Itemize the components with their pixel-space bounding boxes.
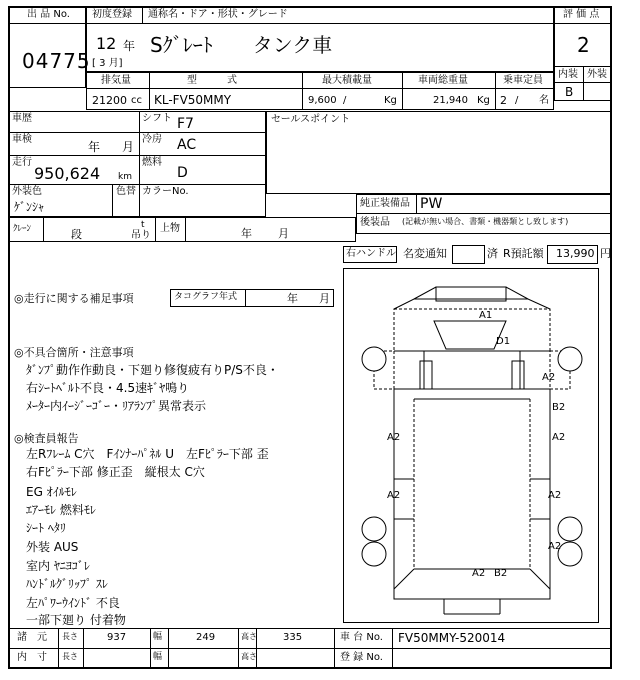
tachograph-month-unit: 月 [319,292,330,305]
fuel-value: D [177,165,188,181]
inspector-line: 室内 ﾔﾆﾖｺﾞﾚ [26,559,90,573]
damage-mark: A2 [542,372,556,383]
crane-hoist-unit: 吊り [131,230,151,241]
damage-mark: A2 [548,541,562,552]
width-label: 幅 [153,632,163,642]
gross-weight-value: 21,940 [433,95,468,106]
inspector-line: EG ｵｲﾙﾓﾚ [26,485,77,499]
mileage-value: 950,624 [34,164,101,183]
wheel-rear-right-1 [558,517,582,541]
body-year-unit: 年 [241,227,252,240]
first-reg-year: 12 [96,34,117,53]
gross-weight-unit: Kg [477,95,490,106]
chassis-no: FV50MMY-520014 [398,631,506,645]
height-label: 高さ [241,632,257,641]
wheel-front-left [362,347,386,371]
dims-label: 諸 元 [17,632,47,643]
name-label: 通称名・ドア・形状・グレード [148,9,288,20]
width-value: 249 [196,632,216,643]
color-label: 外装色 [12,186,42,197]
damage-mark: B2 [494,568,508,579]
exterior-grade-label: 外装 [587,69,607,80]
max-load-value: 9,600 [308,95,337,106]
defect-line: ﾒｰﾀｰ内ｲｰｼﾞｰｺﾞｰ・ﾘｱﾗﾝﾌﾟ異常表示 [26,399,207,413]
tachograph-year-unit: 年 [287,292,298,305]
recycle-prefix: 済 [487,247,498,260]
max-load-unit: Kg [384,95,397,106]
crane-t-unit: t [141,220,145,230]
model-code: KL-FV50MMY [154,93,232,107]
std-equipment-value: PW [420,196,443,212]
damage-mark: A1 [479,310,493,321]
shift-value: F7 [177,116,194,132]
score-label: 評 価 点 [563,9,600,20]
history-label: 車歴 [12,113,32,124]
score-value: 2 [577,33,590,57]
model-code-label: 型 式 [187,75,237,86]
color-change-label: 色替 [116,186,136,197]
damage-diagram [343,268,599,623]
mileage-unit: km [118,172,132,182]
capacity-slash: / [515,95,519,106]
damage-mark: B2 [552,402,566,413]
first-reg-label: 初度登録 [92,9,132,20]
recycle-amount: 13,990 [556,247,595,260]
length-label: 長さ [62,632,78,641]
inspector-line: 左ﾊﾟﾜｰｳｲﾝﾄﾞ 不良 [26,596,120,610]
inspector-header: ◎検査員報告 [14,432,79,445]
aircon-label: 冷房 [142,134,162,145]
inspector-line: 一部下廻り 付着物 [26,613,126,627]
length-value: 937 [107,632,127,643]
inspector-line: 左Rﾌﾚｰﾑ C穴 Fｲﾝﾅｰﾊﾟﾈﾙ U 左Fﾋﾟﾗｰ下部 歪 [26,447,269,461]
wheel-rear-right-2 [558,542,582,566]
capacity-value: 2 [500,94,507,107]
displacement-value: 21200 [92,94,127,107]
displacement-unit: cc [131,95,142,106]
aircon-value: AC [177,137,197,153]
first-reg-year-unit: 年 [123,39,136,53]
height-value: 335 [283,632,303,643]
in-width-label: 幅 [153,652,163,662]
aftermarket-label: 後装品 [360,217,390,228]
rhd-label: 右ハンドル [346,248,396,259]
name-change-label: 名変通知 [403,247,447,260]
tachograph-label: タコグラフ年式 [174,292,238,302]
capacity-unit: 名 [539,95,549,106]
inspection-month-unit: 月 [122,140,135,154]
inspector-line: ｴｱｰﾓﾚ 燃料ﾓﾚ [26,503,96,517]
in-height-label: 高さ [241,652,257,661]
in-length-label: 長さ [62,652,78,661]
inspector-line: ﾊﾝﾄﾞﾙｸﾞﾘｯﾌﾟ ｽﾚ [26,577,108,591]
model-name: Sｸﾞﾚｰﾄ タンク車 [150,33,333,57]
max-load-slash: / [343,95,347,106]
gross-weight-label: 車両総重量 [418,75,468,86]
interior-grade-label: 内装 [558,69,578,80]
first-reg-month: [ 3 月] [92,58,123,69]
capacity-label: 乗車定員 [503,75,543,86]
inspector-line: ｼｰﾄ ﾍﾀﾘ [26,521,66,535]
shift-label: シフト [142,113,172,124]
inspector-line: 外装 AUS [26,540,79,554]
defects-header: ◎不具合箇所・注意事項 [14,346,134,359]
defect-line: 右ｼｰﾄﾍﾞﾙﾄ不良・4.5速ｷﾞﾔ鳴り [26,381,190,395]
std-equipment-label: 純正装備品 [360,198,410,209]
fuel-label: 燃料 [142,157,162,168]
defect-line: ﾀﾞﾝﾌﾟ動作作動良・下廻り修復疲有りP/S不良・ [26,363,279,377]
body-label: 上物 [160,223,180,234]
interior-dims-label: 内 寸 [17,652,47,663]
damage-mark: A2 [387,432,401,443]
lot-number: 04775 [22,49,91,73]
displacement-label: 排気量 [101,75,131,86]
color-value: ｹﾞﾝｼｬ [14,200,45,214]
inspection-label: 車検 [12,134,32,145]
interior-grade: B [565,85,574,99]
name-change-box [452,245,485,264]
damage-mark: A2 [552,432,566,443]
damage-mark: A2 [387,490,401,501]
wheel-rear-left-2 [362,542,386,566]
body-month-unit: 月 [278,227,289,240]
wheel-front-right [558,347,582,371]
lot-label: 出 品 No. [27,9,70,20]
damage-mark: A2 [472,568,486,579]
color-code-label: カラーNo. [142,186,189,197]
aftermarket-note: (記載が無い場合、書類・機器類とし致します) [402,217,569,226]
wheel-rear-left-1 [362,517,386,541]
inspection-year-unit: 年 [88,140,101,154]
driving-notes-header: ◎走行に関する補足事項 [14,292,134,305]
recycle-label: R預託額 [503,247,544,260]
reg-no-label: 登 録 No. [340,652,383,663]
recycle-unit: 円 [600,247,611,260]
chassis-label: 車 台 No. [340,632,383,643]
crane-label: ｸﾚｰﾝ [13,224,32,234]
crane-stage-unit: 段 [71,228,82,241]
inspector-line: 右Fﾋﾟﾗｰ下部 修正歪 縦根太 C穴 [26,465,205,479]
crane-box [8,217,356,242]
sales-point-label: セールスポイント [271,114,351,125]
mileage-label: 走行 [12,157,32,168]
damage-mark: D1 [496,336,511,347]
max-load-label: 最大積載量 [322,75,372,86]
damage-mark: A2 [548,490,562,501]
